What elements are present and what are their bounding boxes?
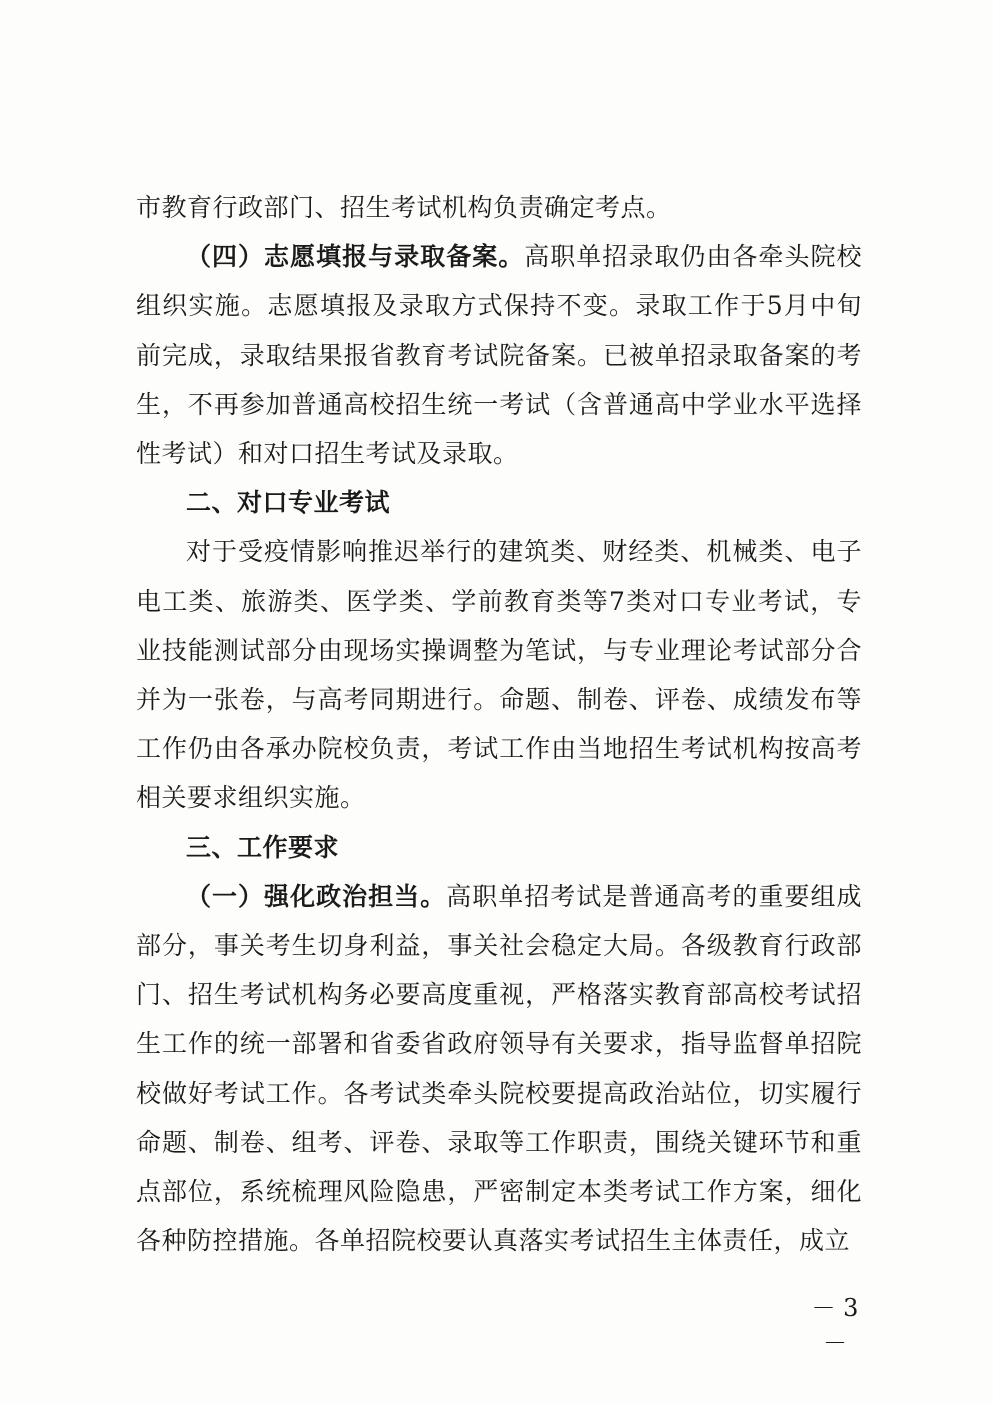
paragraph-admission-filing <box>136 232 862 478</box>
document-body <box>136 183 862 1265</box>
paragraph-lead: （一）强化政治担当。 <box>186 881 447 911</box>
section-heading-3: 三、工作要求 <box>186 832 340 862</box>
page-number: － 3 － <box>811 1294 859 1357</box>
paragraph-text: 高职单招考试是普通高考的重要组成部分，事关考生切身利益，事关社会稳定大局。各级教育行政部门、招生考试机构务必要高度重视，严格落实教育部高校考试招生工作的统一部署和省委省政府领导有关要求，指导监督单招院校做好考试工作。各考试类牵头院校要提高政治站位，切实履行命题、制卷、组考、评卷、录取等工作职责，围绕关键环节和重点部位，系统梳理风险隐患，严密制定本类考试工作方案，细化各种防控措施。各单招院校要认真落实考试招生主体责任，成立 <box>136 881 862 1256</box>
section-heading-2: 二、对口专业考试 <box>186 488 391 518</box>
paragraph-lead: （四）志愿填报与录取备案。 <box>186 242 525 272</box>
paragraph-political-responsibility <box>136 872 862 1266</box>
paragraph-continuation <box>136 183 862 232</box>
paragraph-text: 对于受疫情影响推迟举行的建筑类、财经类、机械类、电子电工类、旅游类、医学类、学前教育类等7类对口专业考试，专业技能测试部分由现场实操调整为笔试，与专业理论考试部分合并为一张卷，与高考同期进行。命题、制卷、评卷、成绩发布等工作仍由各承办院校负责，考试工作由当地招生考试机构按高考相关要求组织实施。 <box>136 537 862 813</box>
paragraph-text: 高职单招录取仍由各牵头院校组织实施。志愿填报及录取方式保持不变。录取工作于5月中旬前完成，录取结果报省教育考试院备案。已被单招录取备案的考生，不再参加普通高校招生统一考试（含普通高中学业水平选择性考试）和对口招生考试及录取。 <box>136 242 862 469</box>
paragraph-text: 市教育行政部门、招生考试机构负责确定考点。 <box>136 193 672 222</box>
paragraph-professional-exam <box>136 527 862 822</box>
